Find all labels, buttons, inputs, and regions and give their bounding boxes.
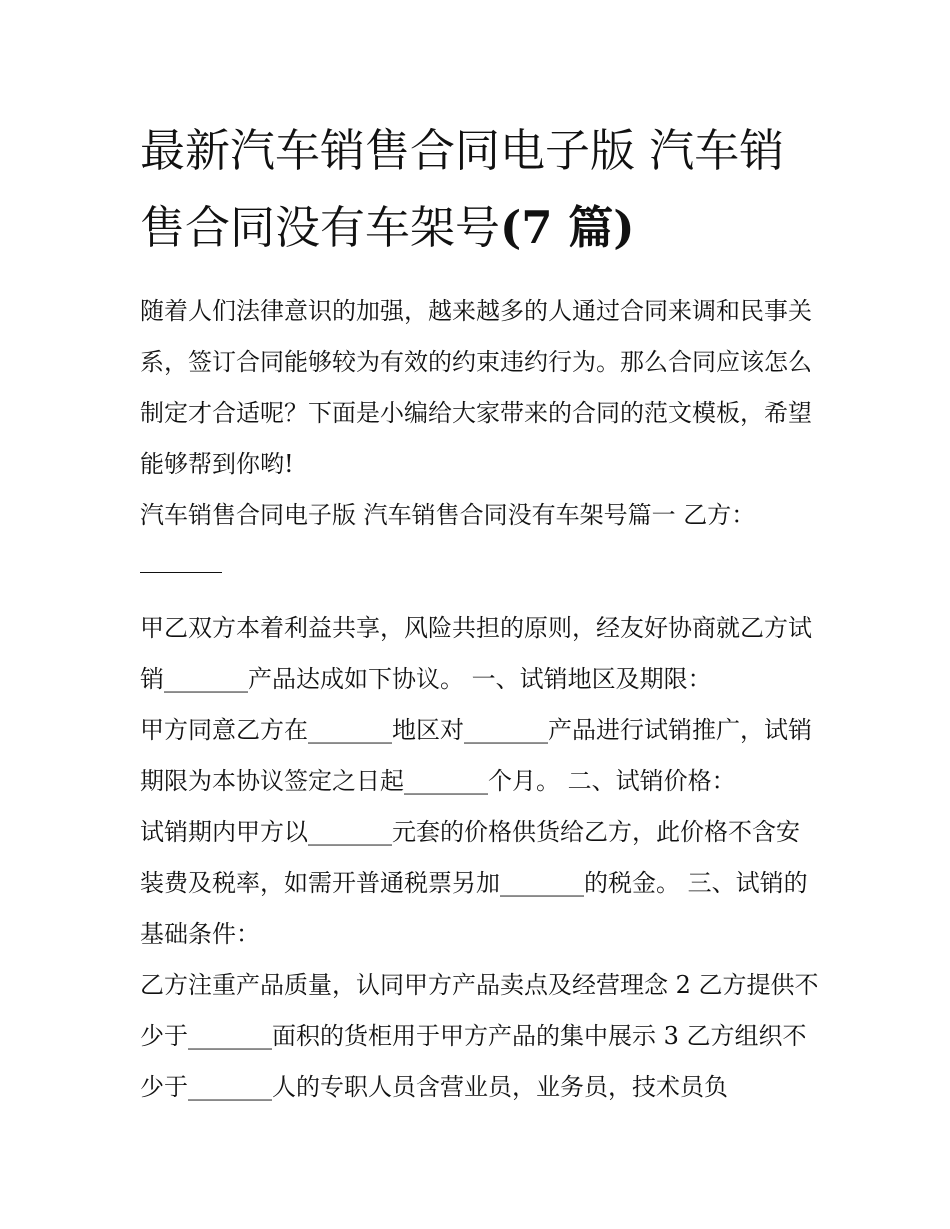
blank-underline — [140, 571, 222, 573]
title-text: 最新汽车销售合同电子版 汽车销售合同没有车架号 — [140, 124, 785, 254]
body-paragraph-1: 甲乙双方本着利益共享，风险共担的原则，经友好协商就乙方试销_______产品达成如下协议。 一、试销地区及期限： — [140, 614, 812, 693]
body-paragraph-2: 甲方同意乙方在_______地区对_______产品进行试销推广，试销期限为本协议签定之日起_______个月。 二、试销价格： — [140, 716, 812, 795]
document-title — [140, 112, 820, 266]
document-page — [140, 112, 820, 1113]
body-paragraph-4: 乙方注重产品质量，认同甲方产品卖点及经营理念 2 乙方提供不少于_______面积的货柜用于甲方产品的集中展示 3 乙方组织不少于_______人的专职人员含营业员，业务员，技术员负 — [140, 971, 819, 1101]
section-heading: 汽车销售合同电子版 汽车销售合同没有车架号篇一 乙方： — [140, 501, 756, 529]
title-count: (7 篇) — [500, 201, 635, 254]
intro-paragraph: 随着人们法律意识的加强，越来越多的人通过合同来调和民事关系，签订合同能够较为有效的约束违约行为。那么合同应该怎么制定才合适呢？下面是小编给大家带来的合同的范文模板，希望能够帮到你哟! — [140, 297, 812, 478]
body-paragraph-3: 试销期内甲方以_______元套的价格供货给乙方，此价格不含安装费及税率，如需开普通税票另加_______的税金。 三、试销的基础条件： — [140, 818, 808, 948]
